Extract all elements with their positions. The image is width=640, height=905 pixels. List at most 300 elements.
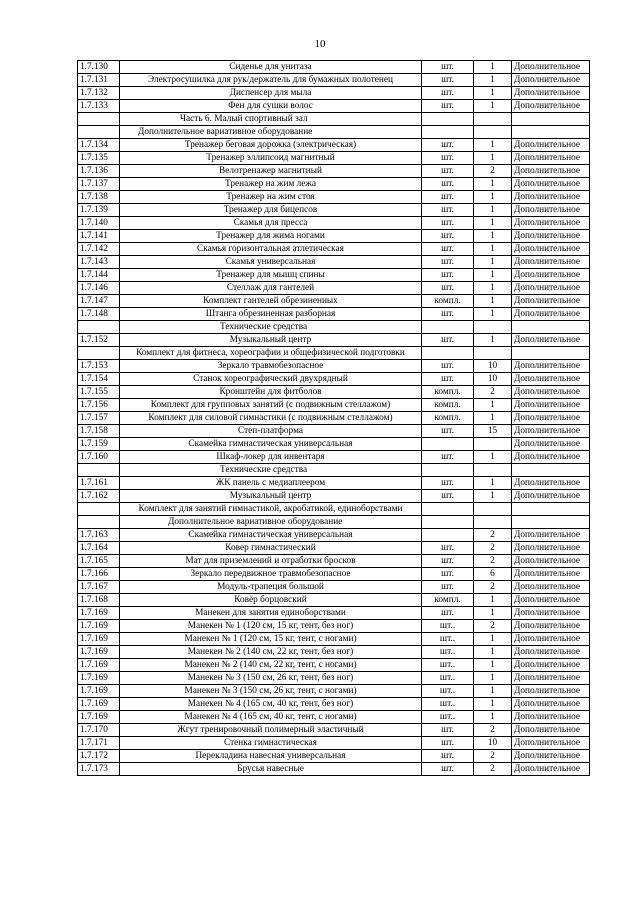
item-number-cell: 1.7.169 xyxy=(78,685,120,698)
item-number-cell xyxy=(78,464,120,477)
item-name-cell: Манекен для занятия единоборствами xyxy=(120,607,422,620)
status-cell: Дополнительное xyxy=(512,711,590,724)
item-number-cell: 1.7.130 xyxy=(78,61,120,74)
status-cell: Дополнительное xyxy=(512,204,590,217)
item-name-cell: Модуль-трапеция большой xyxy=(120,581,422,594)
status-cell: Дополнительное xyxy=(512,139,590,152)
table-row xyxy=(78,87,590,100)
unit-cell: шт.. xyxy=(422,711,474,724)
unit-cell: шт.. xyxy=(422,685,474,698)
item-name-cell: Диспенсер для мыла xyxy=(120,87,422,100)
unit-cell: шт. xyxy=(422,100,474,113)
status-cell: Дополнительное xyxy=(512,659,590,672)
table-row xyxy=(78,672,590,685)
quantity-cell: 1 xyxy=(474,243,512,256)
section-title: Технические средства xyxy=(120,464,422,477)
item-name-cell: Станок хореографический двухрядный xyxy=(120,373,422,386)
item-name-cell: Манекен № 3 (150 см, 26 кг, тент, с ногами) xyxy=(120,685,422,698)
status-cell: Дополнительное xyxy=(512,230,590,243)
quantity-cell: 1 xyxy=(474,74,512,87)
item-name-cell: Скамейка гимнастическая универсальная xyxy=(120,529,422,542)
unit-cell: шт. xyxy=(422,477,474,490)
status-cell: Дополнительное xyxy=(512,191,590,204)
unit-cell xyxy=(422,503,474,516)
status-cell: Дополнительное xyxy=(512,178,590,191)
table-row xyxy=(78,529,590,542)
item-number-cell: 1.7.131 xyxy=(78,74,120,87)
item-number-cell xyxy=(78,126,120,139)
item-number-cell: 1.7.147 xyxy=(78,295,120,308)
table-row xyxy=(78,425,590,438)
table-row xyxy=(78,282,590,295)
section-title: Дополнительное вариативное оборудование xyxy=(120,516,422,529)
status-cell xyxy=(512,321,590,334)
unit-cell: шт.. xyxy=(422,672,474,685)
quantity-cell: 1 xyxy=(474,308,512,321)
table-row xyxy=(78,204,590,217)
table-row xyxy=(78,178,590,191)
quantity-cell: 10 xyxy=(474,360,512,373)
unit-cell: шт.. xyxy=(422,659,474,672)
quantity-cell: 1 xyxy=(474,152,512,165)
status-cell: Дополнительное xyxy=(512,100,590,113)
unit-cell: шт.. xyxy=(422,620,474,633)
table-row xyxy=(78,256,590,269)
item-number-cell xyxy=(78,113,120,126)
table-row xyxy=(78,139,590,152)
item-number-cell: 1.7.171 xyxy=(78,737,120,750)
item-number-cell: 1.7.165 xyxy=(78,555,120,568)
unit-cell: компл. xyxy=(422,594,474,607)
equipment-table-body xyxy=(78,61,590,776)
unit-cell: шт. xyxy=(422,61,474,74)
item-name-cell: Комплект гантелей обрезиненных xyxy=(120,295,422,308)
item-number-cell: 1.7.136 xyxy=(78,165,120,178)
item-number-cell: 1.7.143 xyxy=(78,256,120,269)
item-number-cell: 1.7.161 xyxy=(78,477,120,490)
table-row xyxy=(78,243,590,256)
table-row xyxy=(78,451,590,464)
quantity-cell: 1 xyxy=(474,412,512,425)
item-name-cell: Зеркало передвижное травмобезопасное xyxy=(120,568,422,581)
item-number-cell: 1.7.158 xyxy=(78,425,120,438)
status-cell: Дополнительное xyxy=(512,438,590,451)
item-name-cell: Ковёр борцовский xyxy=(120,594,422,607)
unit-cell: компл. xyxy=(422,399,474,412)
table-row xyxy=(78,61,590,74)
status-cell: Дополнительное xyxy=(512,620,590,633)
status-cell: Дополнительное xyxy=(512,295,590,308)
status-cell: Дополнительное xyxy=(512,87,590,100)
item-number-cell: 1.7.163 xyxy=(78,529,120,542)
quantity-cell: 2 xyxy=(474,529,512,542)
status-cell: Дополнительное xyxy=(512,750,590,763)
quantity-cell xyxy=(474,126,512,139)
item-number-cell: 1.7.132 xyxy=(78,87,120,100)
item-number-cell: 1.7.133 xyxy=(78,100,120,113)
table-row xyxy=(78,165,590,178)
item-name-cell: Жгут тренировочный полимерный эластичный xyxy=(120,724,422,737)
status-cell xyxy=(512,503,590,516)
item-name-cell: Стенка гимнастическая xyxy=(120,737,422,750)
quantity-cell xyxy=(474,321,512,334)
section-header-row xyxy=(78,503,590,516)
quantity-cell: 1 xyxy=(474,269,512,282)
quantity-cell: 2 xyxy=(474,386,512,399)
item-number-cell: 1.7.138 xyxy=(78,191,120,204)
item-number-cell: 1.7.154 xyxy=(78,373,120,386)
table-row xyxy=(78,490,590,503)
quantity-cell: 1 xyxy=(474,217,512,230)
section-title: Комплект для фитнеса, хореографии и общефизической подготовки xyxy=(120,347,422,360)
table-row xyxy=(78,737,590,750)
quantity-cell: 6 xyxy=(474,568,512,581)
quantity-cell: 1 xyxy=(474,698,512,711)
table-row xyxy=(78,438,590,451)
status-cell: Дополнительное xyxy=(512,386,590,399)
table-row xyxy=(78,386,590,399)
table-row xyxy=(78,646,590,659)
item-name-cell: Тренажер для мышц спины xyxy=(120,269,422,282)
quantity-cell xyxy=(474,438,512,451)
status-cell: Дополнительное xyxy=(512,334,590,347)
table-row xyxy=(78,633,590,646)
unit-cell: шт. xyxy=(422,373,474,386)
item-name-cell: Тренажер для бицепсов xyxy=(120,204,422,217)
page-number: 10 xyxy=(314,38,326,50)
item-name-cell: Музыкальный центр xyxy=(120,334,422,347)
unit-cell: шт.. xyxy=(422,646,474,659)
unit-cell: шт. xyxy=(422,178,474,191)
table-row xyxy=(78,100,590,113)
unit-cell: компл. xyxy=(422,412,474,425)
section-title: Часть 6. Малый спортивный зал xyxy=(120,113,422,126)
item-number-cell: 1.7.169 xyxy=(78,633,120,646)
table-row xyxy=(78,724,590,737)
item-name-cell: Электросушилка для рук/держатель для бумажных полотенец xyxy=(120,74,422,87)
quantity-cell: 1 xyxy=(474,477,512,490)
item-number-cell: 1.7.156 xyxy=(78,399,120,412)
table-row xyxy=(78,334,590,347)
status-cell: Дополнительное xyxy=(512,542,590,555)
item-name-cell: Музыкальный центр xyxy=(120,490,422,503)
item-name-cell: Манекен № 4 (165 см, 40 кг, тент, без ног) xyxy=(120,698,422,711)
status-cell: Дополнительное xyxy=(512,256,590,269)
quantity-cell: 1 xyxy=(474,490,512,503)
unit-cell: шт. xyxy=(422,750,474,763)
unit-cell: шт. xyxy=(422,282,474,295)
item-name-cell: Ковер гимнастический xyxy=(120,542,422,555)
item-number-cell: 1.7.137 xyxy=(78,178,120,191)
quantity-cell: 1 xyxy=(474,399,512,412)
unit-cell xyxy=(422,347,474,360)
quantity-cell: 15 xyxy=(474,425,512,438)
status-cell: Дополнительное xyxy=(512,74,590,87)
status-cell xyxy=(512,113,590,126)
status-cell: Дополнительное xyxy=(512,412,590,425)
status-cell: Дополнительное xyxy=(512,165,590,178)
item-number-cell: 1.7.162 xyxy=(78,490,120,503)
item-name-cell: Брусья навесные xyxy=(120,763,422,776)
unit-cell: шт. xyxy=(422,490,474,503)
item-number-cell: 1.7.164 xyxy=(78,542,120,555)
status-cell: Дополнительное xyxy=(512,477,590,490)
status-cell xyxy=(512,516,590,529)
unit-cell: шт. xyxy=(422,87,474,100)
item-name-cell: Фен для сушки волос xyxy=(120,100,422,113)
item-name-cell: ЖК панель с медиаплеером xyxy=(120,477,422,490)
status-cell: Дополнительное xyxy=(512,282,590,295)
item-name-cell: Манекен № 1 (120 см, 15 кг, тент, с ногами) xyxy=(120,633,422,646)
unit-cell: шт. xyxy=(422,152,474,165)
item-number-cell: 1.7.144 xyxy=(78,269,120,282)
unit-cell: шт.. xyxy=(422,633,474,646)
item-name-cell: Тренажер эллипсоид магнитный xyxy=(120,152,422,165)
item-name-cell: Мат для приземлений и отработки бросков xyxy=(120,555,422,568)
item-number-cell: 1.7.159 xyxy=(78,438,120,451)
unit-cell: шт. xyxy=(422,256,474,269)
unit-cell: шт. xyxy=(422,763,474,776)
section-header-row xyxy=(78,516,590,529)
quantity-cell: 2 xyxy=(474,750,512,763)
unit-cell: шт. xyxy=(422,555,474,568)
item-name-cell: Стеллаж для гантелей xyxy=(120,282,422,295)
section-title: Комплект для занятий гимнастикой, акробатикой, единоборствами xyxy=(120,503,422,516)
item-number-cell: 1.7.170 xyxy=(78,724,120,737)
section-header-row xyxy=(78,113,590,126)
table-row xyxy=(78,698,590,711)
status-cell: Дополнительное xyxy=(512,646,590,659)
unit-cell: шт. xyxy=(422,542,474,555)
item-number-cell: 1.7.169 xyxy=(78,607,120,620)
quantity-cell: 1 xyxy=(474,711,512,724)
item-name-cell: Зеркало травмобезопасное xyxy=(120,360,422,373)
status-cell: Дополнительное xyxy=(512,490,590,503)
status-cell: Дополнительное xyxy=(512,633,590,646)
status-cell: Дополнительное xyxy=(512,243,590,256)
quantity-cell: 1 xyxy=(474,646,512,659)
item-number-cell: 1.7.172 xyxy=(78,750,120,763)
unit-cell: шт. xyxy=(422,607,474,620)
section-header-row xyxy=(78,464,590,477)
unit-cell: шт. xyxy=(422,334,474,347)
item-number-cell xyxy=(78,516,120,529)
quantity-cell: 1 xyxy=(474,685,512,698)
status-cell: Дополнительное xyxy=(512,594,590,607)
unit-cell: шт. xyxy=(422,425,474,438)
status-cell: Дополнительное xyxy=(512,724,590,737)
item-name-cell: Велотренажер магнитный xyxy=(120,165,422,178)
unit-cell: шт. xyxy=(422,308,474,321)
table-row xyxy=(78,217,590,230)
item-name-cell: Штанга обрезиненная разборная xyxy=(120,308,422,321)
unit-cell: шт. xyxy=(422,360,474,373)
item-number-cell xyxy=(78,503,120,516)
quantity-cell: 1 xyxy=(474,659,512,672)
unit-cell xyxy=(422,464,474,477)
table-row xyxy=(78,620,590,633)
quantity-cell: 2 xyxy=(474,555,512,568)
section-title: Технические средства xyxy=(120,321,422,334)
table-row xyxy=(78,581,590,594)
item-number-cell: 1.7.152 xyxy=(78,334,120,347)
unit-cell: шт. xyxy=(422,451,474,464)
unit-cell xyxy=(422,113,474,126)
item-number-cell: 1.7.142 xyxy=(78,243,120,256)
item-number-cell: 1.7.169 xyxy=(78,659,120,672)
unit-cell: компл. xyxy=(422,386,474,399)
item-name-cell: Тренажер на жим лежа xyxy=(120,178,422,191)
status-cell: Дополнительное xyxy=(512,763,590,776)
quantity-cell: 1 xyxy=(474,191,512,204)
table-row xyxy=(78,230,590,243)
item-number-cell xyxy=(78,321,120,334)
item-name-cell: Скамья универсальная xyxy=(120,256,422,269)
table-row xyxy=(78,308,590,321)
table-row xyxy=(78,542,590,555)
table-row xyxy=(78,659,590,672)
unit-cell xyxy=(422,126,474,139)
quantity-cell: 1 xyxy=(474,334,512,347)
table-row xyxy=(78,750,590,763)
section-header-row xyxy=(78,347,590,360)
unit-cell: шт. xyxy=(422,74,474,87)
unit-cell xyxy=(422,438,474,451)
status-cell: Дополнительное xyxy=(512,672,590,685)
item-name-cell: Степ-платформа xyxy=(120,425,422,438)
table-row xyxy=(78,594,590,607)
item-name-cell: Комплект для групповых занятий (с подвижным стеллажом) xyxy=(120,399,422,412)
quantity-cell: 1 xyxy=(474,204,512,217)
item-number-cell: 1.7.167 xyxy=(78,581,120,594)
table-row xyxy=(78,568,590,581)
item-number-cell: 1.7.169 xyxy=(78,711,120,724)
quantity-cell xyxy=(474,516,512,529)
item-number-cell: 1.7.169 xyxy=(78,620,120,633)
item-number-cell: 1.7.135 xyxy=(78,152,120,165)
quantity-cell: 10 xyxy=(474,373,512,386)
item-number-cell: 1.7.155 xyxy=(78,386,120,399)
status-cell: Дополнительное xyxy=(512,152,590,165)
status-cell: Дополнительное xyxy=(512,737,590,750)
table-row xyxy=(78,685,590,698)
quantity-cell: 1 xyxy=(474,594,512,607)
status-cell: Дополнительное xyxy=(512,399,590,412)
unit-cell xyxy=(422,321,474,334)
table-row xyxy=(78,477,590,490)
quantity-cell: 1 xyxy=(474,100,512,113)
quantity-cell: 2 xyxy=(474,165,512,178)
item-number-cell: 1.7.134 xyxy=(78,139,120,152)
item-number-cell: 1.7.148 xyxy=(78,308,120,321)
quantity-cell: 1 xyxy=(474,607,512,620)
item-number-cell: 1.7.160 xyxy=(78,451,120,464)
item-name-cell: Манекен № 3 (150 см, 26 кг, тент, без ног) xyxy=(120,672,422,685)
table-row xyxy=(78,399,590,412)
unit-cell: шт. xyxy=(422,568,474,581)
quantity-cell: 1 xyxy=(474,282,512,295)
quantity-cell xyxy=(474,113,512,126)
status-cell xyxy=(512,347,590,360)
item-name-cell: Манекен № 4 (165 см, 40 кг, тент, с ногами) xyxy=(120,711,422,724)
item-number-cell: 1.7.139 xyxy=(78,204,120,217)
item-name-cell: Сиденье для унитаза xyxy=(120,61,422,74)
quantity-cell: 2 xyxy=(474,581,512,594)
status-cell: Дополнительное xyxy=(512,373,590,386)
status-cell: Дополнительное xyxy=(512,555,590,568)
item-name-cell: Тренажер беговая дорожка (электрическая) xyxy=(120,139,422,152)
item-name-cell: Комплект для силовой гимнастики (с подвижным стеллажом) xyxy=(120,412,422,425)
unit-cell: компл. xyxy=(422,295,474,308)
status-cell: Дополнительное xyxy=(512,360,590,373)
unit-cell xyxy=(422,516,474,529)
table-row xyxy=(78,607,590,620)
item-name-cell: Тренажер для жима ногами xyxy=(120,230,422,243)
table-row xyxy=(78,360,590,373)
item-name-cell: Скамья горизонтальная атлетическая xyxy=(120,243,422,256)
item-number-cell: 1.7.140 xyxy=(78,217,120,230)
unit-cell: шт. xyxy=(422,724,474,737)
table-row xyxy=(78,295,590,308)
quantity-cell: 2 xyxy=(474,724,512,737)
table-row xyxy=(78,412,590,425)
item-name-cell: Шкаф-локер для инвентаря xyxy=(120,451,422,464)
status-cell: Дополнительное xyxy=(512,607,590,620)
quantity-cell: 1 xyxy=(474,295,512,308)
item-name-cell: Кронштейн для фитболов xyxy=(120,386,422,399)
status-cell: Дополнительное xyxy=(512,581,590,594)
item-number-cell: 1.7.157 xyxy=(78,412,120,425)
table-row xyxy=(78,373,590,386)
quantity-cell: 1 xyxy=(474,230,512,243)
status-cell: Дополнительное xyxy=(512,698,590,711)
unit-cell: шт. xyxy=(422,269,474,282)
equipment-table xyxy=(77,60,590,776)
table-row xyxy=(78,711,590,724)
quantity-cell: 1 xyxy=(474,139,512,152)
item-number-cell: 1.7.141 xyxy=(78,230,120,243)
unit-cell: шт. xyxy=(422,165,474,178)
item-number-cell: 1.7.169 xyxy=(78,672,120,685)
status-cell: Дополнительное xyxy=(512,685,590,698)
status-cell: Дополнительное xyxy=(512,217,590,230)
unit-cell xyxy=(422,529,474,542)
item-number-cell: 1.7.169 xyxy=(78,698,120,711)
status-cell: Дополнительное xyxy=(512,425,590,438)
quantity-cell: 1 xyxy=(474,633,512,646)
table-row xyxy=(78,152,590,165)
quantity-cell: 2 xyxy=(474,620,512,633)
quantity-cell: 1 xyxy=(474,178,512,191)
quantity-cell: 1 xyxy=(474,87,512,100)
status-cell: Дополнительное xyxy=(512,269,590,282)
quantity-cell xyxy=(474,503,512,516)
quantity-cell: 2 xyxy=(474,763,512,776)
item-number-cell: 1.7.173 xyxy=(78,763,120,776)
item-number-cell: 1.7.153 xyxy=(78,360,120,373)
unit-cell: шт. xyxy=(422,243,474,256)
item-name-cell: Перекладина навесная универсальная xyxy=(120,750,422,763)
item-name-cell: Скамейка гимнастическая универсальная xyxy=(120,438,422,451)
table-row xyxy=(78,191,590,204)
quantity-cell xyxy=(474,347,512,360)
section-title: Дополнительное вариативное оборудование xyxy=(120,126,422,139)
quantity-cell: 2 xyxy=(474,542,512,555)
item-name-cell: Манекен № 2 (140 см, 22 кг, тент, с ногами) xyxy=(120,659,422,672)
item-name-cell: Скамья для пресса xyxy=(120,217,422,230)
unit-cell: шт. xyxy=(422,230,474,243)
quantity-cell: 1 xyxy=(474,256,512,269)
